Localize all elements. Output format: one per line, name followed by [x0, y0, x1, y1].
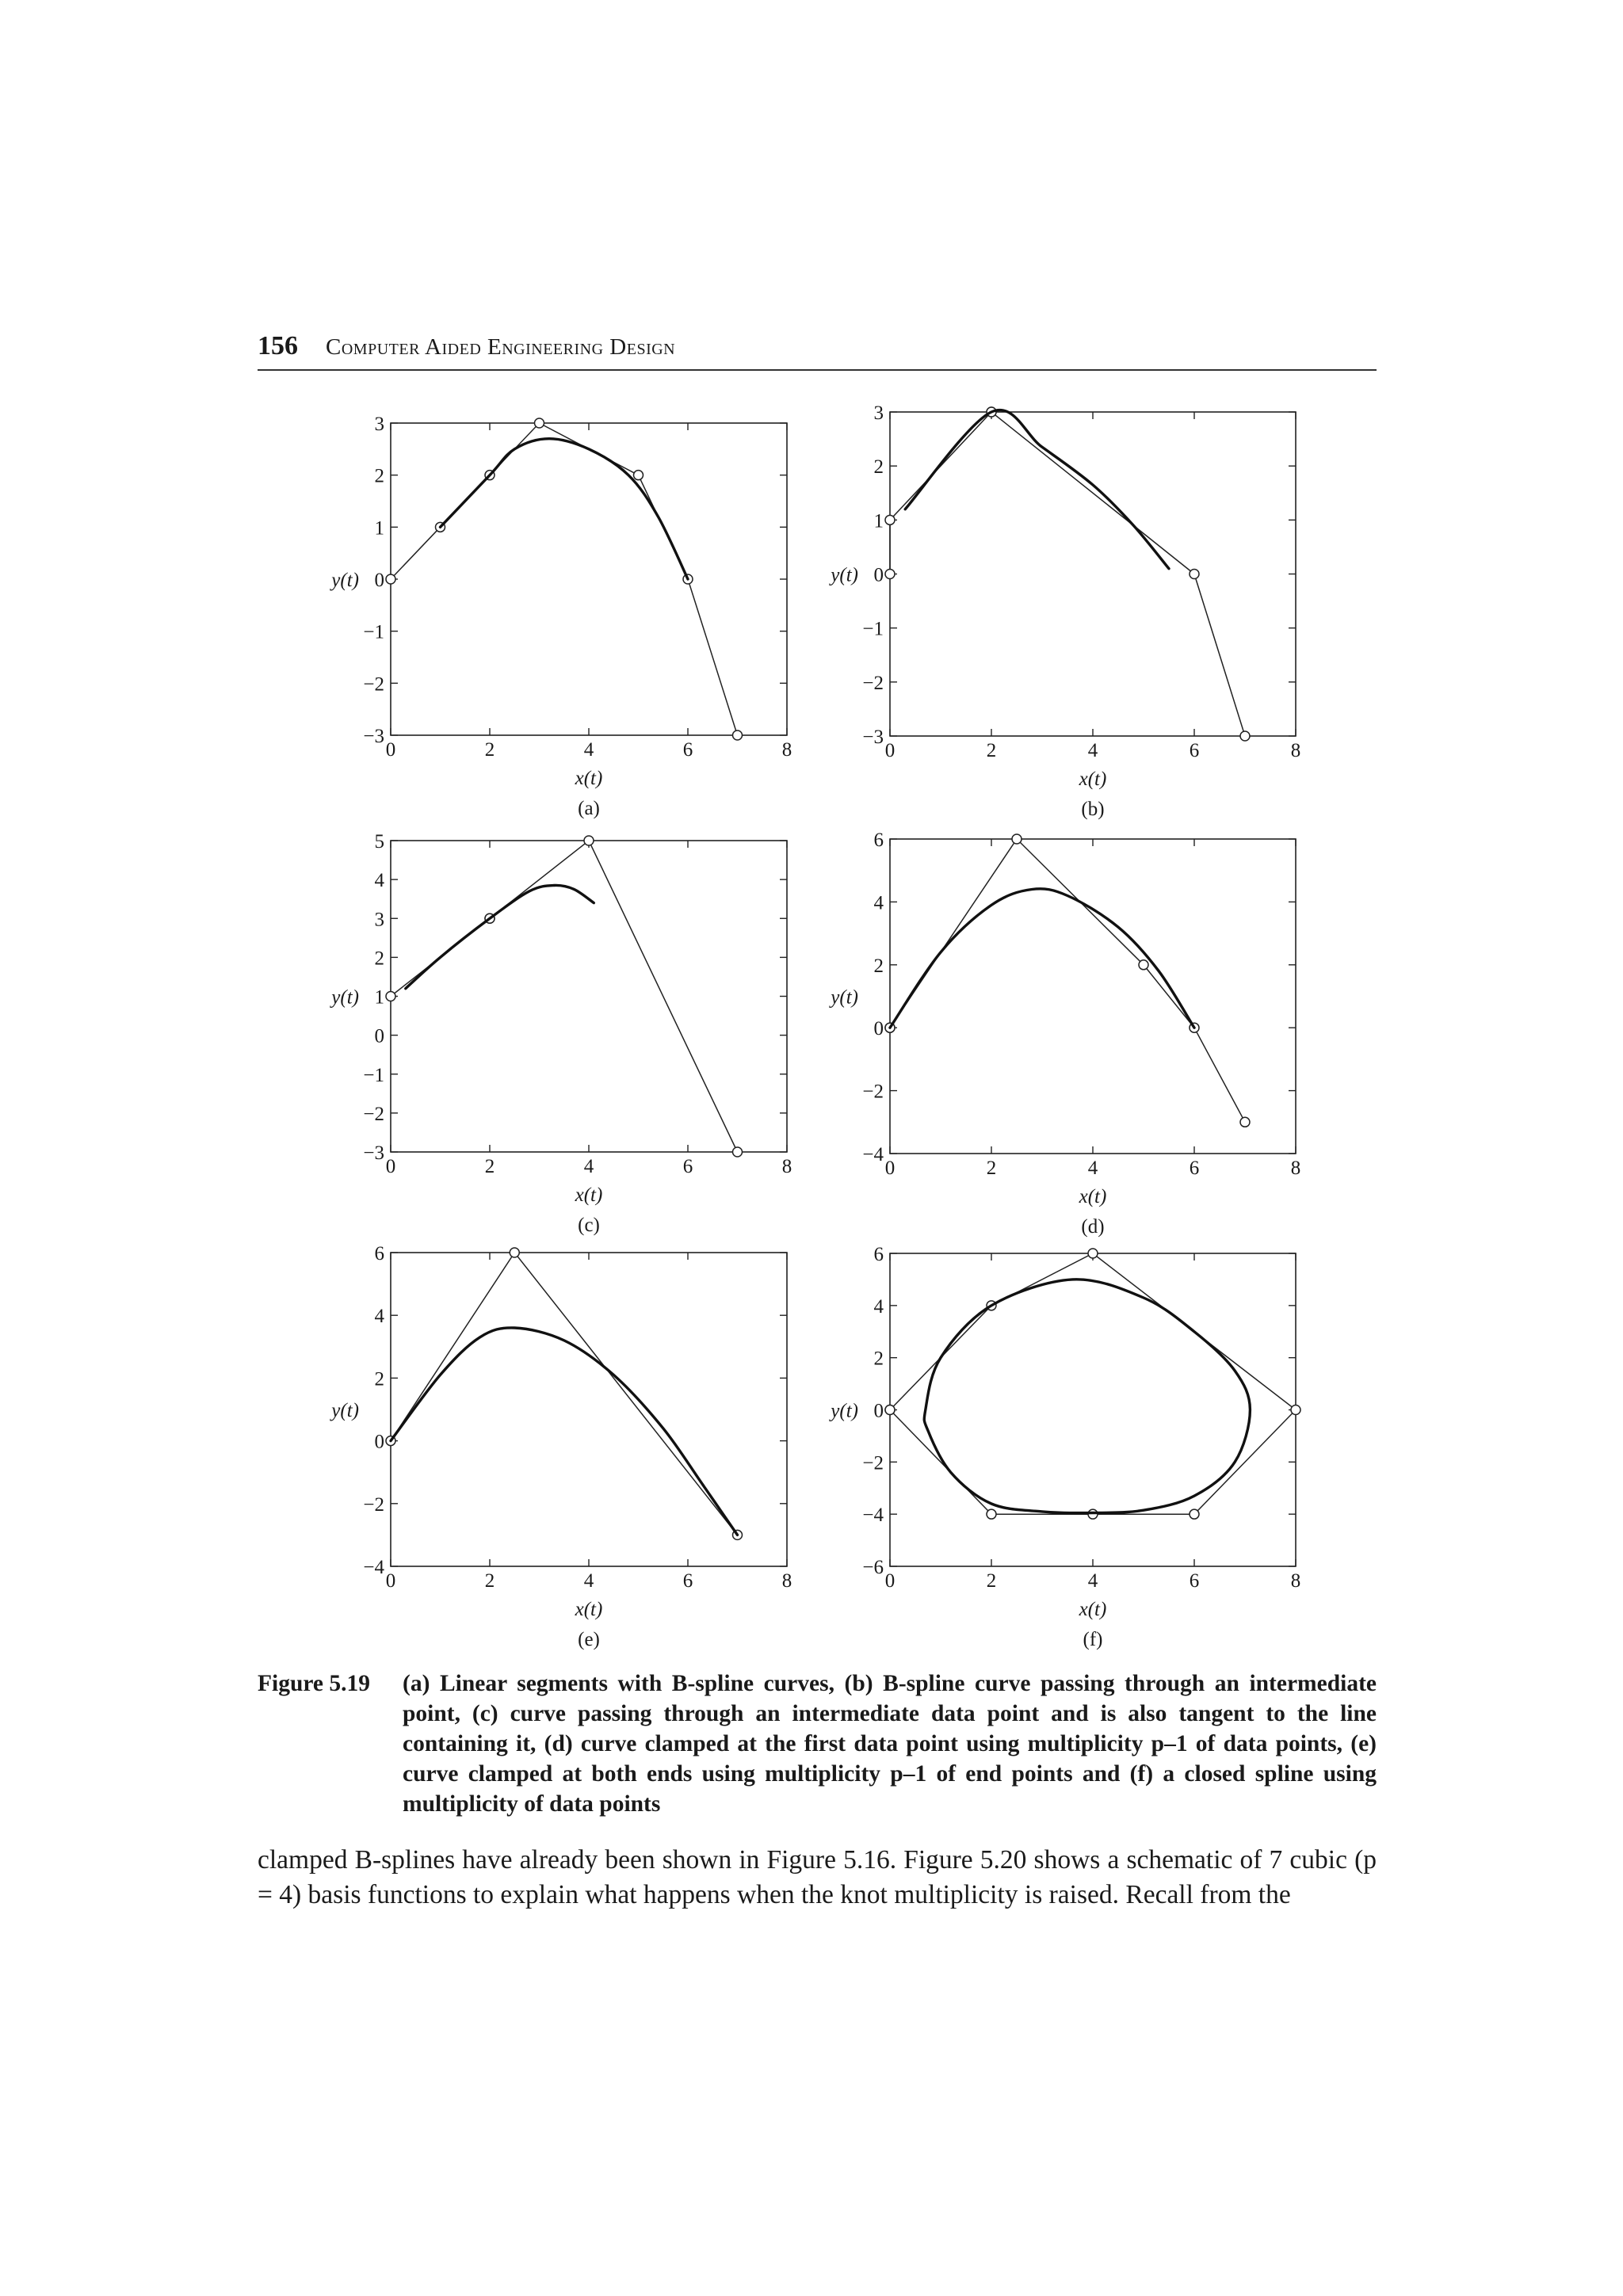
x-tick-label: 4: [1087, 740, 1098, 761]
x-tick-label: 2: [484, 1570, 495, 1592]
x-tick-label: 4: [1087, 1158, 1098, 1179]
x-tick-label: 8: [1290, 740, 1301, 761]
control-point-marker: [1190, 1509, 1199, 1519]
x-tick-label: 6: [682, 1156, 693, 1177]
y-tick-label: 1: [873, 510, 884, 532]
control-polygon-line: [391, 1253, 738, 1535]
x-tick-label: 4: [1087, 1570, 1098, 1592]
y-tick-label: −1: [862, 618, 884, 640]
y-axis-label: y(t): [831, 986, 858, 1009]
x-tick-label: 6: [682, 1570, 693, 1592]
x-tick-label: 0: [884, 1158, 896, 1179]
control-point-marker: [1190, 570, 1199, 579]
control-point-marker: [584, 836, 594, 845]
x-tick-label: 8: [781, 1156, 792, 1177]
plot-frame: [391, 423, 787, 735]
y-tick-label: 0: [374, 1431, 384, 1453]
y-tick-label: 2: [374, 948, 384, 970]
x-tick-label: 6: [682, 739, 693, 761]
x-tick-label: 8: [1290, 1570, 1301, 1592]
control-point-marker: [1240, 731, 1250, 741]
control-point-marker: [634, 471, 643, 480]
control-polygon-line: [890, 839, 1245, 1122]
plot-frame: [391, 841, 787, 1152]
y-tick-label: 1: [374, 517, 384, 540]
y-tick-label: −2: [862, 1452, 884, 1474]
x-tick-label: 0: [884, 740, 896, 761]
x-tick-label: 4: [583, 1570, 594, 1592]
panel-label: (d): [1081, 1216, 1105, 1238]
y-tick-label: 4: [374, 870, 384, 892]
control-polygon-line: [890, 1253, 1296, 1514]
chart-panel-6: [828, 1244, 1300, 1650]
control-point-marker: [1240, 1117, 1250, 1127]
plot-frame: [890, 412, 1296, 736]
x-tick-label: 0: [385, 1570, 396, 1592]
x-axis-label: x(t): [575, 768, 603, 789]
b-spline-curve: [890, 889, 1194, 1028]
y-tick-label: −2: [363, 1103, 384, 1125]
page-number: 156: [258, 331, 298, 360]
y-tick-label: 4: [873, 892, 884, 914]
x-tick-label: 8: [781, 1570, 792, 1592]
y-tick-label: −2: [363, 1493, 384, 1516]
x-tick-label: 6: [1189, 740, 1200, 761]
y-tick-label: −3: [862, 727, 884, 748]
b-spline-curve: [391, 1328, 738, 1535]
y-tick-label: 3: [374, 909, 384, 931]
y-tick-label: −2: [363, 673, 384, 696]
panel-label: (e): [578, 1629, 600, 1650]
y-axis-label: y(t): [831, 1400, 858, 1422]
control-point-marker: [535, 418, 544, 428]
control-point-marker: [1012, 834, 1022, 844]
x-tick-label: 6: [1189, 1570, 1200, 1592]
panel-label: (a): [578, 798, 600, 819]
chart-panel-5: [329, 1243, 792, 1650]
control-point-marker: [885, 1405, 895, 1415]
y-tick-label: −4: [363, 1557, 384, 1578]
chart-panel-1: [329, 414, 792, 819]
y-tick-label: 0: [374, 1025, 384, 1047]
y-tick-label: 0: [374, 570, 384, 591]
y-tick-label: 4: [873, 1295, 884, 1318]
y-axis-label: y(t): [331, 986, 359, 1009]
chart-panel-3: [329, 831, 792, 1236]
panel-label: (b): [1081, 799, 1105, 820]
control-point-marker: [1139, 960, 1148, 970]
x-tick-label: 8: [781, 739, 792, 761]
y-axis-label: y(t): [331, 1400, 359, 1421]
y-tick-label: 6: [873, 1244, 884, 1265]
y-tick-label: 3: [873, 402, 884, 424]
x-tick-label: 2: [484, 1156, 495, 1177]
y-axis-label: y(t): [831, 564, 858, 586]
y-tick-label: −1: [363, 1064, 384, 1086]
panel-label: (c): [578, 1215, 600, 1236]
y-tick-label: 5: [374, 831, 384, 852]
x-tick-label: 0: [385, 739, 396, 761]
x-tick-label: 0: [884, 1570, 896, 1592]
y-tick-label: −6: [862, 1557, 884, 1578]
y-tick-label: −1: [363, 621, 384, 643]
y-tick-label: −4: [862, 1144, 884, 1165]
y-tick-label: −2: [862, 1081, 884, 1103]
x-tick-label: 6: [1189, 1158, 1200, 1179]
control-point-marker: [386, 992, 395, 1001]
x-axis-label: x(t): [1079, 1599, 1107, 1620]
y-tick-label: −3: [363, 726, 384, 747]
body-paragraph: clamped B-splines have already been shown in Figure 5.16. Figure 5.20 shows a schematic of 7 cubic (p = 4) basis functions to explain what happens when the knot multiplicity is raised. Recall from the: [258, 1845, 1377, 1909]
y-tick-label: −3: [363, 1142, 384, 1164]
control-point-marker: [1291, 1405, 1300, 1415]
control-point-marker: [987, 1509, 996, 1519]
running-head-title: Computer Aided Engineering Design: [326, 334, 676, 360]
y-tick-label: −2: [862, 672, 884, 694]
x-axis-label: x(t): [575, 1184, 603, 1206]
x-axis-label: x(t): [1079, 769, 1107, 790]
y-tick-label: 0: [873, 1018, 884, 1040]
control-point-marker: [733, 1147, 743, 1157]
y-tick-label: 4: [374, 1306, 384, 1328]
y-tick-label: 1: [374, 986, 384, 1009]
y-tick-label: 2: [873, 1348, 884, 1370]
x-tick-label: 2: [986, 1570, 997, 1592]
control-point-marker: [733, 730, 743, 740]
b-spline-curve: [905, 410, 1169, 569]
chart-panel-4: [828, 830, 1300, 1238]
control-point-marker: [885, 515, 895, 524]
b-spline-curve: [406, 885, 594, 988]
y-tick-label: 2: [374, 1368, 384, 1390]
x-tick-label: 4: [583, 1156, 594, 1177]
x-axis-label: x(t): [575, 1599, 603, 1620]
y-tick-label: 0: [873, 1400, 884, 1422]
y-tick-label: −4: [862, 1505, 884, 1527]
x-tick-label: 4: [583, 739, 594, 761]
y-tick-label: 6: [374, 1243, 384, 1264]
x-tick-label: 2: [986, 740, 997, 761]
control-point-marker: [885, 570, 895, 579]
y-tick-label: 0: [873, 564, 884, 586]
control-point-marker: [1088, 1249, 1098, 1258]
x-tick-label: 0: [385, 1156, 396, 1177]
control-point-marker: [510, 1248, 519, 1257]
x-tick-label: 8: [1290, 1158, 1301, 1179]
y-tick-label: 2: [374, 465, 384, 487]
y-tick-label: 2: [873, 955, 884, 977]
b-spline-curve: [441, 439, 689, 579]
plot-frame: [890, 839, 1296, 1154]
x-tick-label: 2: [484, 739, 495, 761]
caption-label: Figure 5.19: [258, 1671, 371, 1696]
chart-panel-2: [828, 402, 1300, 820]
control-point-marker: [386, 574, 395, 584]
x-tick-label: 2: [986, 1158, 997, 1179]
y-tick-label: 2: [873, 456, 884, 479]
caption-text: (a) Linear segments with B-spline curves, (b) B-spline curve passing through an intermediate point, (c) curve passing through an intermediate data point and is also tangent to the line containing it, (d) curve clamped at the first data point using multiplicity p–1 of data points, (e) curve clamped at both ends using multiplicity p–1 of end points and (f) a closed spline using multiplicity of data points: [403, 1671, 1377, 1817]
y-tick-label: 3: [374, 414, 384, 435]
x-axis-label: x(t): [1079, 1186, 1107, 1207]
panel-label: (f): [1083, 1629, 1103, 1650]
y-tick-label: 6: [873, 830, 884, 851]
y-axis-label: y(t): [331, 570, 359, 591]
b-spline-curve: [924, 1280, 1250, 1513]
